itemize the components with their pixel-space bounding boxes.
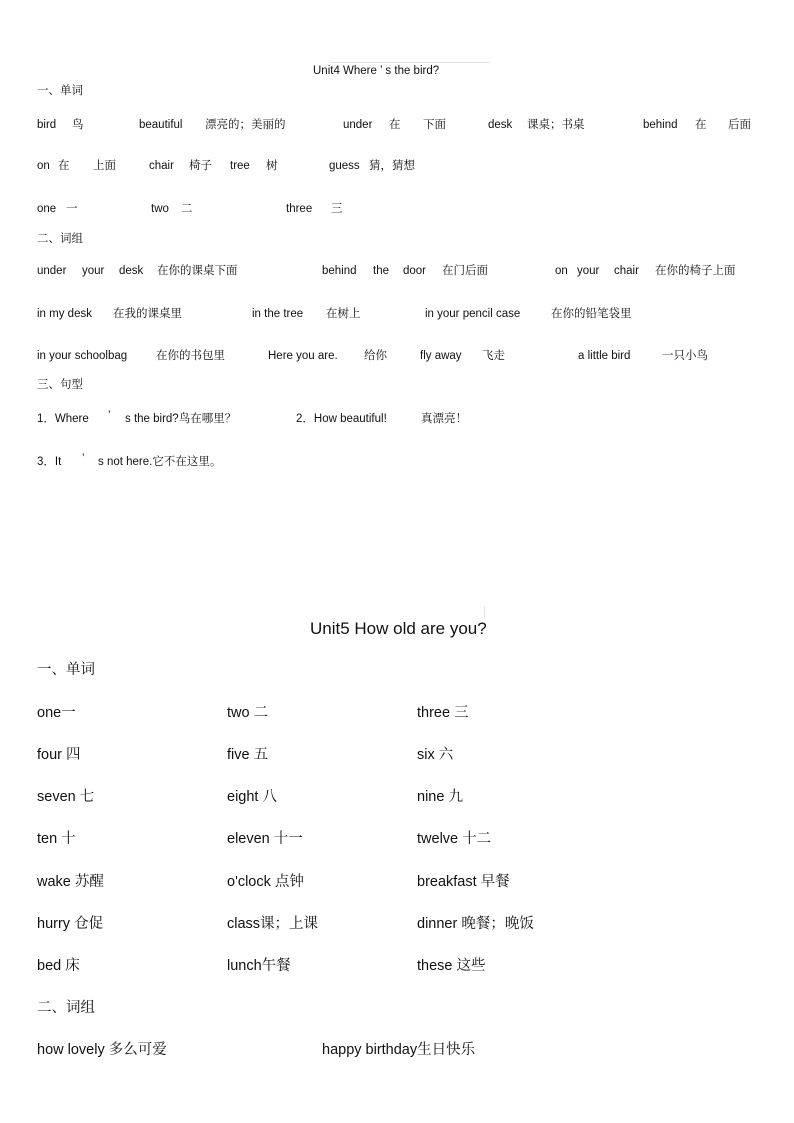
vocab-item: class课；上课 [227,916,319,932]
word-en: three [286,203,313,215]
unit4-section-words: 一、单词 [37,85,83,97]
phrase-zh: 在你的铅笔袋里 [551,308,632,320]
sentence-part: s not here.它不在这里。 [98,456,222,468]
phrase-zh: 在我的课桌里 [113,308,182,320]
vocab-item: o'clock 点钟 [227,874,304,890]
word-zh: 二 [181,203,193,215]
unit4-section-phrases: 二、词组 [37,233,83,245]
sentence-part: 1．Where [37,413,89,425]
word-zh: 在 [695,119,707,131]
word-en: bird [37,119,57,131]
vocab-item: eight 八 [227,789,277,805]
phrase-word: behind [322,265,357,277]
word-zh: 课桌；书桌 [527,119,585,131]
unit5-section-phrases: 二、词组 [37,1000,95,1016]
phrase-word: on [555,265,568,277]
word-en: one [37,203,57,215]
phrase-word: your [577,265,600,277]
word-zh: 椅子 [189,160,212,172]
word-en: tree [230,160,250,172]
word-zh: 三 [331,203,343,215]
phrase-zh: 给你 [364,350,387,362]
vocab-item: wake 苏醒 [37,874,104,890]
phrase-en: in your pencil case [425,308,521,320]
vocab-item: three 三 [417,705,469,721]
vocab-item: four 四 [37,747,81,763]
phrase-en: in my desk [37,308,92,320]
unit4-section-sentences: 三、句型 [37,379,83,391]
phrase-zh: 飞走 [482,350,505,362]
phrase-zh: 在你的椅子上面 [655,265,736,277]
vocab-item: five 五 [227,747,269,763]
phrase-item: how lovely 多么可爱 [37,1042,167,1058]
apostrophe: ’ [82,453,85,465]
vocab-item: eleven 十一 [227,831,303,847]
phrase-en: fly away [420,350,462,362]
word-zh: 鸟 [72,119,84,131]
phrase-en: in your schoolbag [37,350,128,362]
vocab-item: these 这些 [417,958,486,974]
sentence-part: 真漂亮！ [421,413,467,425]
page-divider-mark [484,606,485,618]
phrase-zh: 在门后面 [442,265,488,277]
phrase-en: in the tree [252,308,304,320]
phrase-item: happy birthday生日快乐 [322,1042,476,1058]
vocab-item: nine 九 [417,789,463,805]
phrase-zh: 在你的书包里 [156,350,225,362]
vocab-item: seven 七 [37,789,95,805]
vocab-item: one一 [37,705,76,721]
unit5-title: Unit5 How old are you? [310,619,487,638]
phrase-zh: 在你的课桌下面 [157,265,238,277]
word-en: desk [488,119,513,131]
word-zh: 在 [389,119,401,131]
vocab-item: bed 床 [37,958,80,974]
vocab-item: twelve 十二 [417,831,492,847]
phrase-word: door [403,265,427,277]
header-rule [330,62,490,63]
sentence-part: 2．How beautiful! [296,413,387,425]
word-en: under [343,119,373,131]
phrase-en: Here you are. [268,350,338,362]
word-zh: 树 [266,160,278,172]
word-en: behind [643,119,678,131]
word-zh: 上面 [93,160,116,172]
phrase-word: your [82,265,105,277]
unit5-section-words: 一、单词 [37,662,95,678]
word-zh: 下面 [423,119,446,131]
vocab-item: lunch午餐 [227,958,291,974]
word-zh: 漂亮的；美丽的 [205,119,286,131]
phrase-en: a little bird [578,350,631,362]
unit4-title: Unit4 Where ’ s the bird? [313,65,440,77]
word-zh: 一 [66,203,78,215]
vocab-item: breakfast 早餐 [417,874,510,890]
vocab-item: dinner 晚餐；晚饭 [417,916,534,932]
vocab-item: ten 十 [37,831,76,847]
word-en: guess [329,160,360,172]
vocab-item: six 六 [417,747,454,763]
apostrophe: ’ [108,410,111,422]
phrase-zh: 一只小鸟 [662,350,708,362]
phrase-word: under [37,265,67,277]
phrase-word: the [373,265,389,277]
word-zh: 猜，猜想 [369,160,415,172]
sentence-part: s the bird?鸟在哪里？ [125,413,237,425]
phrase-word: chair [614,265,639,277]
word-zh: 在 [58,160,70,172]
vocab-item: hurry 仓促 [37,916,104,932]
phrase-word: desk [119,265,144,277]
vocab-item: two 二 [227,705,269,721]
phrase-zh: 在树上 [326,308,361,320]
word-en: on [37,160,50,172]
word-en: chair [149,160,174,172]
word-en: two [151,203,169,215]
sentence-part: 3．It [37,456,62,468]
word-zh: 后面 [728,119,751,131]
word-en: beautiful [139,119,183,131]
